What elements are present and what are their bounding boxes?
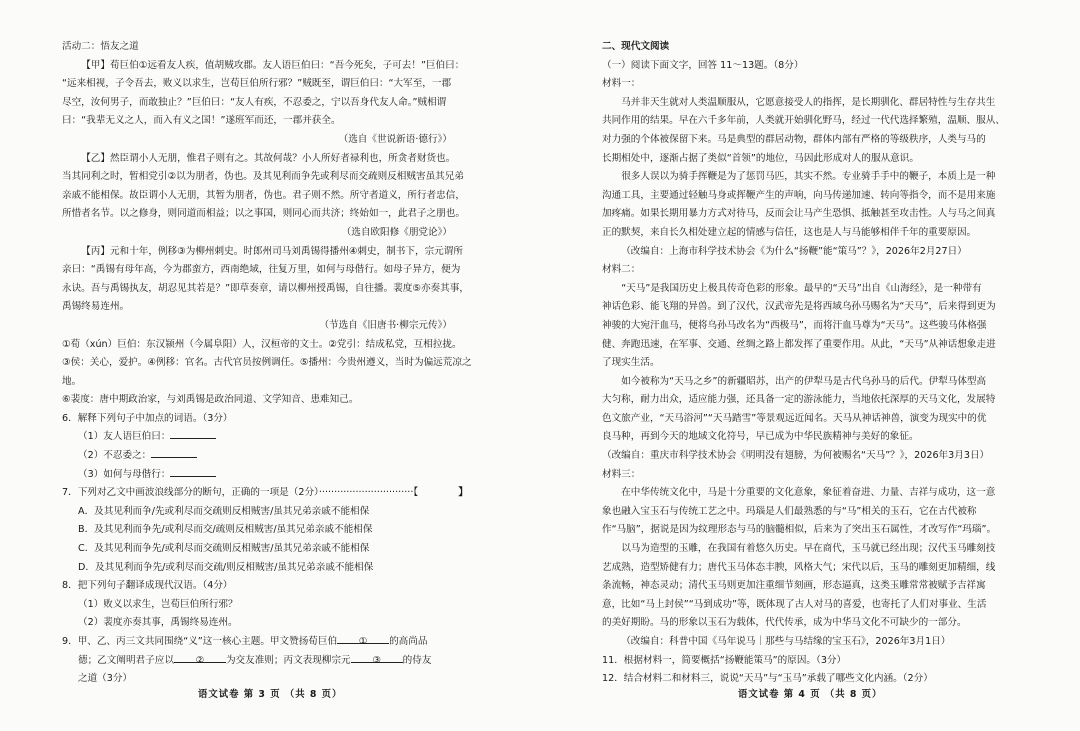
note-line: ①荀（xún）巨伯：东汉颍州（今属阜阳）人，汉桓帝的文士。②党引：结成私党，互相拉拢。 [62, 338, 462, 350]
passage-jia-line: 【甲】荀巨伯①远看友人疾，值胡贼攻郡。友人语巨伯曰：“吾今死矣，子可去！”巨伯曰： [81, 59, 465, 71]
page-3-footer: 语文试卷 第 3 页 （共 8 页） [198, 689, 343, 700]
passage-bing-source: （节选自《旧唐书·柳宗元传》） [319, 319, 452, 331]
material-1-line: 对力强的个体被保留下来。马是典型的群居动物，群体内部有严格的等级秩序，人类与马的 [602, 133, 986, 145]
material-2-line: 良马种，再到今天的地域文化符号，早已成为中华民族精神与美好的象征。 [602, 431, 919, 443]
question-8: 8．把下列句子翻译成现代汉语。（4分） [62, 580, 233, 592]
material-2-line: 神话色彩、能飞翔的异兽。到了汉代，汉武帝先是将西域乌孙马赐名为“天马”，后来得到更为 [602, 301, 996, 313]
material-2-line: 神骏的大宛汗血马，便将乌孙马改名为“西极马”，而将汗血马尊为“天马”。这些骏马体格强 [602, 319, 987, 331]
q9-text: 9．甲、乙、丙三文共同围绕“义”这一核心主题。甲文赞扬荀巨伯 [62, 636, 338, 647]
answer-blank-3[interactable]: ③ [351, 652, 403, 663]
passage-bing-line: 永诀。吾与禹锡执友，胡忍见其若是？”即草奏章，请以柳州授禹锡，自往播。裴度⑤亦奏其事， [62, 282, 469, 294]
material-2-line: 大匀称，耐力出众，适应能力强，还具备一定的游泳能力，当地依托深厚的天马文化，发展特 [602, 394, 996, 406]
question-11: 11．根据材料一，简要概括“扬鞭能策马”的原因。（3分） [602, 654, 847, 666]
passage-bing-line: 【丙】元和十年，例移③为柳州刺史。时郎州司马刘禹锡得播州④刺史，制书下，宗元谓所 [81, 245, 463, 257]
material-2-line: “天马”是我国历史上极具传奇色彩的形象。最早的“天马”出自《山海经》，是一种带有 [621, 282, 982, 294]
q6-item-text: （3）如何与母偕行： [78, 468, 171, 480]
answer-blank[interactable] [170, 466, 216, 477]
note-line: ⑥裴度：唐中期政治家，与刘禹锡是政治同道、文学知音、患难知己。 [62, 394, 359, 406]
question-12: 12．结合材料二和材料三，说说“天马”与“玉马”承载了哪些文化内涵。（2分） [602, 673, 933, 685]
answer-blank-1[interactable]: ① [337, 633, 389, 644]
material-2-source: （改编自：重庆市科学技术协会《明明没有翅膀，为何被赐名“天马”？》，2026年3月3日） [602, 450, 990, 462]
material-2-line: 健、奔跑迅速，在军事、交通、丝绸之路上都发挥了重要作用。从此，“天马”从神话想象走进 [602, 338, 996, 350]
q7-option: C．及其见利而争先/或利尽而交疏则反相贼害/虽其兄弟亲戚不能相保 [78, 543, 370, 555]
page-4-footer: 语文试卷 第 4 页 （共 8 页） [738, 689, 883, 700]
q6-item-text: （2）不忍委之： [78, 450, 152, 462]
material-3-line: 艺成熟，造型矫健有力；唐代玉马体态丰腴，风格大气；宋代以后，玉马的雕刻更加精细，线 [602, 561, 996, 573]
question-7 [62, 484, 480, 503]
q9-text: 的侍友 [402, 654, 432, 666]
material-1-line: 共同作用的结果。早在六千多年前，人类就开始驯化野马，经过一代代选择繁殖，温顺、服从、 [602, 115, 1005, 127]
material-2-title: 材料二： [602, 264, 641, 276]
material-3-line: 的美好期盼。马的形象以玉石为载体，代代传承，成为中华马文化不可缺少的一部分。 [602, 617, 967, 629]
q8-item: （2）裴度亦奏其事，禹锡终易连州。 [78, 617, 238, 629]
note-line: ③侯：关心，爱护。④例移：官名。古代官员按例调任。⑤播州：今贵州遵义，当时为偏远荒凉之地。 [62, 357, 472, 387]
passage-jia-line: “远来相视，子令吾去，败义以求生，岂荀巨伯所行邪？”贼既至，谓巨伯曰：“大军至，一郡 [62, 78, 452, 90]
q6-item [62, 447, 480, 466]
passage-jia-source: （选自《世说新语·德行》） [338, 133, 452, 145]
answer-blank[interactable] [170, 428, 216, 439]
section-subtitle: （一）阅读下面文字，回答 11～13题。（8分） [602, 59, 804, 71]
material-1-line: 加疼痛。如果长期用暴力方式对待马，反而会让马产生恐惧、抵触甚至攻击性。人与马之间真 [602, 208, 996, 220]
material-3-line: 意，比如“马上封侯”“马到成功”等，既体现了古人对马的喜爱，也寄托了人们对事业、生活 [602, 598, 987, 610]
material-3-line: 条流畅，神态灵动；清代玉马则更加注重细节刻画，形态逼真，这类玉雕常常被赋予吉祥寓 [602, 580, 986, 592]
q9-text: 德；乙文阐明君子应以 [78, 654, 174, 666]
passage-yi-line: 当其同利之时，暂相党引②以为朋者，伪也。及其见利而争先或利尽而交疏则反相贼害虽其兄弟 [62, 171, 464, 183]
material-1-line: 长期相处中，逐渐占据了类似“首领”的地位，马因此形成对人的服从意识。 [602, 152, 919, 164]
material-1-line: 马并非天生就对人类温顺服从，它愿意接受人的指挥，是长期驯化、群居特性与生存共生 [621, 96, 996, 108]
material-3-title: 材料三： [602, 468, 641, 480]
passage-jia-line: 尽空，汝何男子，而敢独止？”巨伯曰：“友人有疾，不忍委之，宁以吾身代友人命。”贼相谓 [62, 96, 447, 108]
q7-option: B．及其见利而争先/或利尽而交/疏则反相贼害/虽其兄弟亲戚不能相保 [78, 524, 373, 536]
question-9-cont [62, 652, 480, 671]
material-3-line: 以马为造型的玉雕，在我国有着悠久历史。早在商代，玉马就已经出现；汉代玉马雕刻技 [621, 543, 996, 555]
material-3-line: 象也融入宝玉石与传统工艺之中。玛瑙是人们最熟悉的与“马”相关的玉石，它在古代被称 [602, 505, 977, 517]
answer-blank-2[interactable]: ② [174, 652, 226, 663]
q9-text: 的高尚品 [389, 636, 428, 647]
passage-yi-line: 所惜者名节。以之修身，则同道而相益；以之事国，则同心而共济；终始如一，此君子之朋也。 [62, 208, 465, 220]
q8-item: （1）败义以求生，岂荀巨伯所行邪？ [78, 598, 238, 610]
answer-blank[interactable] [151, 447, 197, 458]
section-title: 二、现代文阅读 [602, 41, 670, 52]
material-3-source: （改编自：科普中国《马年说马｜那些与马结缘的宝玉石》，2026年3月1日） [621, 636, 951, 647]
material-1-source: （改编自：上海市科学技术协会《为什么“扬鞭”能“策马”？》，2026年2月27日） [621, 245, 967, 257]
question-9 [62, 633, 480, 652]
q9-text: 为交友准则；丙文表现柳宗元 [225, 654, 351, 666]
question-7-text: 7．下列对乙文中画波浪线部分的断句，正确的一项是（2分）·······························【 [62, 487, 419, 499]
q6-item [62, 466, 480, 485]
question-9-end: 之道（3分） [78, 673, 133, 685]
q6-item-text: （1）友人语巨伯曰： [78, 431, 171, 443]
material-1-line: 正的默契，来自长久相处建立起的情感与信任，这也是人与马能够相伴千年的重要原因。 [602, 226, 977, 238]
material-1-title: 材料一： [602, 78, 641, 90]
activity-title: 活动二：悟友之道 [62, 41, 139, 52]
material-2-line: 了现实生活。 [602, 357, 660, 369]
passage-bing-line: 亲曰：“禹锡有母年高，今为郡蛮方，西南绝域，往复万里，如何与母偕行。如母子异方，便为 [62, 264, 461, 276]
passage-bing-line: 禹锡终易连州。 [62, 301, 130, 313]
material-2-line: 色文旅产业，“天马浴河”“天马踏雪”等景观远近闻名。天马从神话神兽，演变为现实中的优 [602, 412, 987, 424]
material-1-line: 很多人误以为骑手挥鞭是为了惩罚马匹，其实不然。专业骑手手中的鞭子，本质上是一种 [621, 171, 996, 183]
material-1-line: 沟通工具，主要通过轻触马身或挥鞭产生的声响，向马传递加速、转向等指令，而不是用来施 [602, 189, 996, 201]
material-2-line: 如今被称为“天马之乡”的新疆昭苏，出产的伊犁马是古代乌孙马的后代。伊犁马体型高 [621, 375, 987, 387]
passage-yi-line: 【乙】然臣谓小人无朋，惟君子则有之。其故何哉？小人所好者禄利也，所贪者财货也。 [81, 152, 456, 164]
page-3 [62, 38, 480, 688]
q6-item [62, 428, 480, 447]
page-4 [602, 38, 1012, 688]
q7-option: D．及其见利而争先/或利尽而交疏/则反相贼害/虽其兄弟亲戚不能相保 [78, 561, 374, 573]
passage-yi-source: （选自欧阳修《朋党论》） [341, 226, 452, 238]
question-6: 6．解释下列句子中加点的词语。（3分） [62, 412, 233, 424]
material-3-line: 作“马脑”，据说是因为纹理形态与马的脑髓相似，后来为了突出玉石属性，才改写作“玛瑙”。 [602, 524, 997, 536]
answer-bracket[interactable]: 】 [458, 487, 468, 499]
material-3-line: 在中华传统文化中，马是十分重要的文化意象，象征着奋进、力量、吉祥与成功，这一意 [621, 487, 996, 499]
passage-yi-line: 亲戚不能相保。故臣谓小人无朋，其暂为朋者，伪也。君子则不然。所守者道义，所行者忠信， [62, 189, 465, 201]
q7-option: A．及其见利而争/先或利尽而交疏则反相贼害/虽其兄弟亲戚不能相保 [78, 505, 370, 517]
passage-jia-line: 曰：“我辈无义之人，而入有义之国！”遂班军而还，一郡并获全。 [62, 115, 341, 127]
